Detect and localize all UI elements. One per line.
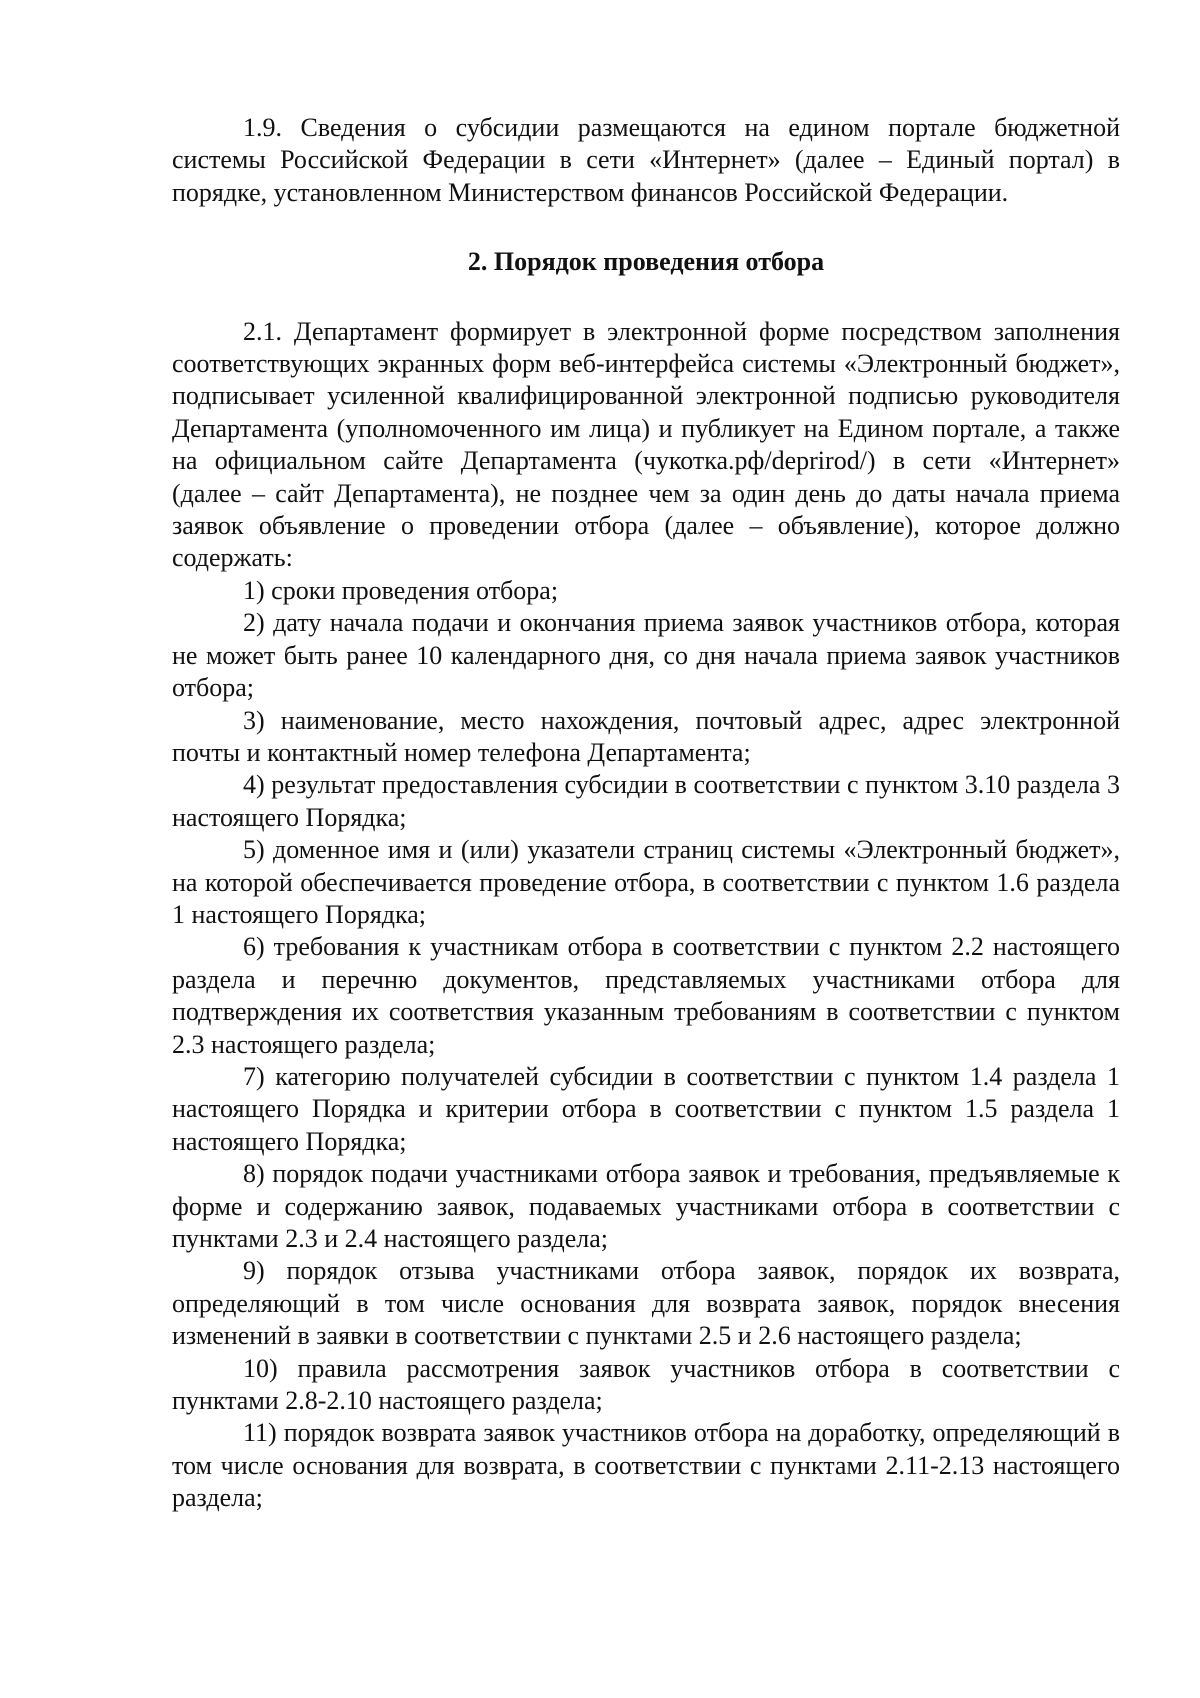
list-item-11: 11) порядок возврата заявок участников отбора на доработку, определяющий в том числе основания для возврата, в соответствии с пунктами 2.11-2.13 настоящего раздела; [172, 1418, 1120, 1513]
list-item-9: 9) порядок отзыва участниками отбора заявок, порядок их возврата, определяющий в том числе основания для возврата заявок, порядок внесения изменений в заявки в соответствии с пунктами 2.5 и 2.6 настоящего раздела; [172, 1256, 1120, 1351]
list-item-5: 5) доменное имя и (или) указатели страниц системы «Электронный бюджет», на которой обеспечивается проведение отбора, в соответствии с пунктом 1.6 раздела 1 настоящего Порядка; [172, 835, 1120, 929]
list-item-7: 7) категорию получателей субсидии в соответствии с пунктом 1.4 раздела 1 настоящего Порядка и критерии отбора в соответствии с пунктом 1.5 раздела 1 настоящего Порядка; [172, 1061, 1120, 1156]
list-item-1: 1) сроки проведения отбора; [243, 575, 559, 605]
list-item-4: 4) результат предоставления субсидии в соответствии с пунктом 3.10 раздела 3 настоящего Порядка; [172, 770, 1120, 832]
list-item-3: 3) наименование, место нахождения, почтовый адрес, адрес электронной почты и контактный номер телефона Департамента; [172, 705, 1120, 767]
list-item-2: 2) дату начала подачи и окончания приема заявок участников отбора, которая не может быть ранее 10 календарного дня, со дня начала приема заявок участников отбора; [172, 608, 1120, 703]
list-item-6: 6) требования к участникам отбора в соответствии с пунктом 2.2 настоящего раздела и перечню документов, представляемых участниками отбора для подтверждения их соответствия указанным требованиям в соответствии с пунктом 2.3 настоящего раздела; [172, 932, 1120, 1059]
document-page [172, 112, 1120, 1515]
section-heading: 2. Порядок проведения отбора [467, 247, 825, 277]
list-item-8: 8) порядок подачи участниками отбора заявок и требования, предъявляемые к форме и содержанию заявок, подаваемых участниками отбора в соответствии с пунктами 2.3 и 2.4 настоящего раздела; [172, 1159, 1120, 1253]
list-item-10: 10) правила рассмотрения заявок участников отбора в соответствии с пунктами 2.8-2.10 настоящего раздела; [172, 1353, 1120, 1416]
paragraph-1-9: 1.9. Сведения о субсидии размещаются на едином портале бюджетной системы Российской Федерации в сети «Интернет» (далее – Единый портал) в порядке, установленном Министерством финансов Российской Федерации. [172, 113, 1120, 207]
paragraph-2-1: 2.1. Департамент формирует в электронной форме посредством заполнения соответствующих экранных форм веб-интерфейса системы «Электронный бюджет», подписывает усиленной квалифицированной электронной подписью руководителя Департамента (уполномоченного им лица) и публикует на Едином портале, а также на официальном сайте Департамента (чукотка.рф/deprirod/) в сети «Интернет» (далее – сайт Департамента), не позднее чем за один день до даты начала приема заявок объявление о проведении отбора (далее – объявление), которое должно содержать: [172, 316, 1120, 573]
